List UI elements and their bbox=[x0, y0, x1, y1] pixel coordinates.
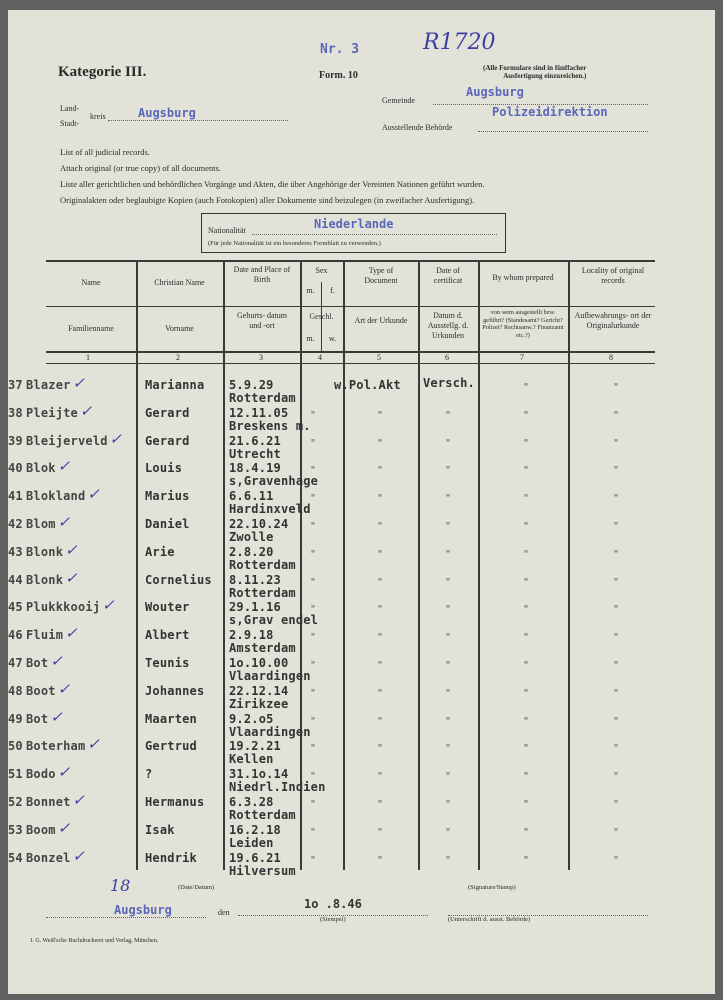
row-birth-date: 5.9.29 bbox=[229, 378, 274, 392]
row-surname: Fluim bbox=[26, 628, 64, 642]
ditto-mark: " bbox=[445, 521, 452, 532]
col-header-aufbewahrung: Aufbewahrungs- ort der Originalurkunde bbox=[574, 311, 652, 330]
row-birth-place: Rotterdam bbox=[229, 808, 296, 822]
row-christian-name: Gertrud bbox=[145, 739, 197, 753]
ditto-mark: " bbox=[613, 827, 620, 838]
ditto-mark: " bbox=[377, 521, 384, 532]
row-christian-name: Arie bbox=[145, 545, 175, 559]
ditto-mark: " bbox=[445, 688, 452, 699]
row-birth-date: 1o.10.00 bbox=[229, 656, 289, 670]
col-header-sex-m: m. bbox=[306, 286, 315, 295]
ditto-mark: " bbox=[445, 549, 452, 560]
ditto-mark: " bbox=[377, 632, 384, 643]
row-surname: Blazer bbox=[26, 378, 71, 392]
ditto-mark: " bbox=[523, 493, 530, 504]
ditto-mark: " bbox=[523, 549, 530, 560]
ditto-mark: " bbox=[310, 410, 317, 421]
first-row-type: w.Pol.Akt bbox=[334, 378, 401, 392]
printer-imprint: J. G. Weiß'sche Buchdruckerei und Verlag, München. bbox=[30, 938, 159, 944]
ditto-mark: " bbox=[445, 438, 452, 449]
ditto-mark: " bbox=[613, 855, 620, 866]
check-mark-icon: ✓ bbox=[65, 624, 78, 642]
col-header-art: Art der Urkunde bbox=[354, 316, 408, 325]
col-number: 4 bbox=[318, 353, 322, 362]
row-christian-name: Wouter bbox=[145, 600, 190, 614]
ditto-mark: " bbox=[445, 410, 452, 421]
row-birth-date: 18.4.19 bbox=[229, 461, 281, 475]
ditto-mark: " bbox=[523, 382, 530, 393]
row-christian-name: Louis bbox=[145, 461, 183, 475]
ditto-mark: " bbox=[445, 827, 452, 838]
check-mark-icon: ✓ bbox=[50, 652, 63, 670]
ditto-mark: " bbox=[377, 465, 384, 476]
col-number: 3 bbox=[259, 353, 263, 362]
row-birth-date: 22.10.24 bbox=[229, 517, 289, 531]
ditto-mark: " bbox=[523, 438, 530, 449]
ditto-mark: " bbox=[377, 438, 384, 449]
row-surname: Bonzel bbox=[26, 851, 71, 865]
footer-den: den bbox=[218, 908, 230, 917]
row-christian-name: Albert bbox=[145, 628, 190, 642]
row-birth-date: 19.2.21 bbox=[229, 739, 281, 753]
col-number: 6 bbox=[445, 353, 449, 362]
row-christian-name: Hendrik bbox=[145, 851, 197, 865]
ditto-mark: " bbox=[523, 521, 530, 532]
ditto-mark: " bbox=[523, 716, 530, 727]
row-surname: Blok bbox=[26, 461, 56, 475]
instruction-line: List of all judicial records. bbox=[60, 147, 150, 157]
row-birth-place: Leiden bbox=[229, 836, 274, 850]
land-label: Land- bbox=[60, 104, 80, 113]
col-header-christian: Christian Name bbox=[154, 278, 205, 287]
ditto-mark: " bbox=[310, 521, 317, 532]
row-surname: Blokland bbox=[26, 489, 86, 503]
row-christian-name: Gerard bbox=[145, 406, 190, 420]
ditto-mark: " bbox=[445, 743, 452, 754]
ditto-mark: " bbox=[310, 799, 317, 810]
kreis-value: Augsburg bbox=[138, 106, 196, 120]
ditto-mark: " bbox=[377, 549, 384, 560]
row-surname: Bot bbox=[26, 656, 49, 670]
col-header-prepared: By whom prepared bbox=[492, 273, 554, 282]
row-christian-name: ? bbox=[145, 767, 153, 781]
submission-note-line1: (Alle Formulare sind in fünffacher bbox=[483, 64, 587, 72]
ditto-mark: " bbox=[523, 743, 530, 754]
row-surname: Bodo bbox=[26, 767, 56, 781]
gemeinde-value: Augsburg bbox=[466, 85, 524, 99]
col-number: 7 bbox=[520, 353, 524, 362]
row-christian-name: Maarten bbox=[145, 712, 197, 726]
ditto-mark: " bbox=[310, 716, 317, 727]
date-label: (Date/Datum) bbox=[178, 884, 215, 891]
form-label: Form. 10 bbox=[319, 70, 358, 81]
col-divider bbox=[343, 260, 345, 870]
ditto-mark: " bbox=[310, 465, 317, 476]
row-christian-name: Johannes bbox=[145, 684, 205, 698]
row-birth-place: Zirikzee bbox=[229, 697, 289, 711]
check-mark-icon: ✓ bbox=[57, 819, 71, 837]
nationality-line bbox=[252, 234, 497, 235]
ditto-mark: " bbox=[310, 577, 317, 588]
instruction-line: Originalakten oder beglaubigte Kopien (auch Fotokopien) aller Dokumente sind beizulegen (in zweifacher Ausfertigung). bbox=[60, 195, 475, 205]
check-mark-icon: ✓ bbox=[72, 847, 85, 865]
row-birth-place: Breskens m. bbox=[229, 419, 311, 433]
col-divider bbox=[418, 260, 420, 870]
row-birth-date: 22.12.14 bbox=[229, 684, 289, 698]
check-mark-icon: ✓ bbox=[65, 541, 78, 559]
nationality-box bbox=[201, 213, 506, 253]
ditto-mark: " bbox=[445, 771, 452, 782]
row-number: 44 bbox=[8, 573, 23, 587]
instruction-line: Attach original (or true copy) of all documents. bbox=[60, 163, 221, 173]
col-header-familienname: Familienname bbox=[68, 324, 114, 333]
ditto-mark: " bbox=[613, 632, 620, 643]
col-divider bbox=[568, 260, 570, 870]
check-mark-icon: ✓ bbox=[79, 402, 93, 420]
behoerde-line bbox=[478, 131, 648, 132]
ditto-mark: " bbox=[613, 771, 620, 782]
check-mark-icon: ✓ bbox=[57, 680, 71, 698]
row-birth-date: 6.6.11 bbox=[229, 489, 274, 503]
check-mark-icon: ✓ bbox=[57, 457, 71, 475]
ditto-mark: " bbox=[613, 577, 620, 588]
col-header-type: Type of Document bbox=[364, 266, 398, 285]
ditto-mark: " bbox=[377, 743, 384, 754]
col-header-sex: Sex bbox=[315, 266, 328, 275]
ditto-mark: " bbox=[310, 493, 317, 504]
col-header-datum: Datum d. Ausstellg. d. Urkunden bbox=[427, 311, 469, 340]
ditto-mark: " bbox=[445, 855, 452, 866]
stadt-label: Stadt- bbox=[60, 119, 80, 128]
ditto-mark: " bbox=[445, 660, 452, 671]
row-surname: Bleijerveld bbox=[26, 434, 108, 448]
ditto-mark: " bbox=[445, 604, 452, 615]
col-number: 1 bbox=[86, 353, 90, 362]
row-number: 52 bbox=[8, 795, 23, 809]
instructions bbox=[60, 144, 484, 208]
ditto-mark: " bbox=[523, 827, 530, 838]
check-mark-icon: ✓ bbox=[87, 485, 100, 503]
ditto-mark: " bbox=[613, 410, 620, 421]
row-surname: Boterham bbox=[26, 739, 86, 753]
row-birth-date: 29.1.16 bbox=[229, 600, 281, 614]
row-birth-date: 9.2.o5 bbox=[229, 712, 274, 726]
nationality-note: (Für jede Nationalität ist ein besonderes Formblatt zu verwenden.) bbox=[208, 240, 381, 247]
col-header-geschl: Geschl. bbox=[309, 312, 334, 321]
ditto-mark: " bbox=[310, 743, 317, 754]
check-mark-icon: ✓ bbox=[72, 791, 85, 809]
col-number: 8 bbox=[609, 353, 613, 362]
ditto-mark: " bbox=[310, 688, 317, 699]
row-birth-date: 12.11.05 bbox=[229, 406, 289, 420]
row-birth-date: 31.1o.14 bbox=[229, 767, 289, 781]
row-birth-date: 2.9.18 bbox=[229, 628, 274, 642]
gemeinde-label: Gemeinde bbox=[382, 96, 415, 105]
ditto-mark: " bbox=[310, 660, 317, 671]
footer-city: Augsburg bbox=[114, 903, 172, 917]
row-birth-place: Kellen bbox=[229, 752, 274, 766]
check-mark-icon: ✓ bbox=[57, 513, 71, 531]
row-surname: Blonk bbox=[26, 545, 64, 559]
ditto-mark: " bbox=[377, 827, 384, 838]
check-mark-icon: ✓ bbox=[109, 430, 122, 448]
document-page bbox=[8, 10, 715, 994]
ditto-mark: " bbox=[523, 855, 530, 866]
behoerde-label: Ausstellende Behörde bbox=[382, 123, 453, 132]
ditto-mark: " bbox=[445, 799, 452, 810]
ditto-mark: " bbox=[377, 660, 384, 671]
ditto-mark: " bbox=[613, 660, 620, 671]
submission-note-line2: Ausfertigung einzureichen.) bbox=[503, 72, 587, 80]
col-header-geburt: Geburts- datum und -ort bbox=[237, 311, 287, 330]
ditto-mark: " bbox=[310, 438, 317, 449]
ditto-mark: " bbox=[613, 493, 620, 504]
ditto-mark: " bbox=[613, 465, 620, 476]
ditto-mark: " bbox=[377, 771, 384, 782]
col-header-name: Name bbox=[81, 278, 101, 287]
row-birth-place: s,Grav endel bbox=[229, 613, 319, 627]
submission-note bbox=[483, 64, 586, 80]
ditto-mark: " bbox=[613, 716, 620, 727]
ditto-mark: " bbox=[445, 632, 452, 643]
row-surname: Boot bbox=[26, 684, 56, 698]
ditto-mark: " bbox=[613, 382, 620, 393]
ditto-mark: " bbox=[310, 549, 317, 560]
check-mark-icon: ✓ bbox=[72, 374, 85, 392]
row-christian-name: Daniel bbox=[145, 517, 190, 531]
row-number: 38 bbox=[8, 406, 23, 420]
row-birth-place: Rotterdam bbox=[229, 558, 296, 572]
ditto-mark: " bbox=[613, 438, 620, 449]
col-divider bbox=[223, 260, 225, 870]
row-birth-place: Rotterdam bbox=[229, 586, 296, 600]
row-birth-place: Hilversum bbox=[229, 864, 296, 878]
row-christian-name: Hermanus bbox=[145, 795, 205, 809]
row-number: 54 bbox=[8, 851, 23, 865]
ditto-mark: " bbox=[445, 465, 452, 476]
check-mark-icon: ✓ bbox=[102, 596, 115, 614]
row-number: 46 bbox=[8, 628, 23, 642]
row-surname: Blom bbox=[26, 517, 56, 531]
col-header-geschl-w: w. bbox=[328, 334, 337, 343]
col-header-birth: Date and Place of Birth bbox=[233, 265, 291, 284]
row-christian-name: Teunis bbox=[145, 656, 190, 670]
row-number: 47 bbox=[8, 656, 23, 670]
ditto-mark: " bbox=[523, 577, 530, 588]
row-christian-name: Marius bbox=[145, 489, 190, 503]
row-birth-place: Vlaardingen bbox=[229, 669, 311, 683]
ditto-mark: " bbox=[523, 604, 530, 615]
row-surname: Blonk bbox=[26, 573, 64, 587]
row-christian-name: Gerard bbox=[145, 434, 190, 448]
row-surname: Bot bbox=[26, 712, 49, 726]
ditto-mark: " bbox=[445, 716, 452, 727]
stempel-label: (Stempel) bbox=[320, 916, 346, 923]
row-birth-date: 16.2.18 bbox=[229, 823, 281, 837]
row-birth-place: Niedrl.Indien bbox=[229, 780, 326, 794]
row-birth-place: Hardinxveld bbox=[229, 502, 311, 516]
unterschrift-label: (Unterschrift d. ausst. Behörde) bbox=[448, 916, 531, 923]
ditto-mark: " bbox=[377, 604, 384, 615]
signature-label: (Signature/Stamp) bbox=[468, 884, 516, 891]
margin-note: 18 bbox=[110, 876, 131, 895]
nationality-label: Nationalität bbox=[208, 226, 246, 235]
check-mark-icon: ✓ bbox=[65, 569, 78, 587]
row-birth-place: Rotterdam bbox=[229, 391, 296, 405]
ditto-mark: " bbox=[310, 771, 317, 782]
kreis-line bbox=[108, 120, 288, 121]
ditto-mark: " bbox=[445, 577, 452, 588]
ditto-mark: " bbox=[377, 716, 384, 727]
ditto-mark: " bbox=[613, 688, 620, 699]
behoerde-value: Polizeidirektion bbox=[492, 105, 608, 119]
col-number: 5 bbox=[377, 353, 381, 362]
ditto-mark: " bbox=[523, 771, 530, 782]
check-mark-icon: ✓ bbox=[87, 735, 100, 753]
form-number: Nr. 3 bbox=[320, 42, 360, 57]
row-surname: Boom bbox=[26, 823, 56, 837]
row-birth-place: Amsterdam bbox=[229, 641, 296, 655]
row-christian-name: Isak bbox=[145, 823, 175, 837]
ditto-mark: " bbox=[377, 855, 384, 866]
first-row-date: Versch. bbox=[423, 376, 475, 390]
row-birth-place: Utrecht bbox=[229, 447, 281, 461]
ditto-mark: " bbox=[613, 521, 620, 532]
ditto-mark: " bbox=[377, 493, 384, 504]
ditto-mark: " bbox=[377, 688, 384, 699]
ditto-mark: " bbox=[523, 410, 530, 421]
kreis-label: kreis bbox=[90, 112, 106, 121]
check-mark-icon: ✓ bbox=[50, 708, 63, 726]
ditto-mark: " bbox=[523, 632, 530, 643]
row-birth-place: Zwolle bbox=[229, 530, 274, 544]
row-number: 41 bbox=[8, 489, 23, 503]
ditto-mark: " bbox=[613, 799, 620, 810]
row-birth-date: 21.6.21 bbox=[229, 434, 281, 448]
row-christian-name: Cornelius bbox=[145, 573, 212, 587]
handwritten-reference: R1720 bbox=[423, 30, 496, 55]
col-header-locality: Locality of original records bbox=[581, 266, 645, 285]
row-number: 43 bbox=[8, 545, 23, 559]
ditto-mark: " bbox=[377, 410, 384, 421]
ditto-mark: " bbox=[613, 743, 620, 754]
row-birth-date: 6.3.28 bbox=[229, 795, 274, 809]
ditto-mark: " bbox=[377, 799, 384, 810]
instruction-line: Liste aller gerichtlichen und behördlichen Vorgänge und Akten, die über Angehörige der Vereinten Nationen geführt wurden. bbox=[60, 179, 485, 189]
ditto-mark: " bbox=[523, 660, 530, 671]
row-number: 37 bbox=[8, 378, 23, 392]
row-birth-date: 2.8.20 bbox=[229, 545, 274, 559]
col-header-geschl-m: m. bbox=[306, 334, 315, 343]
col-header-vorname: Vorname bbox=[165, 324, 194, 333]
col-divider bbox=[136, 260, 138, 870]
row-number: 40 bbox=[8, 461, 23, 475]
ditto-mark: " bbox=[445, 493, 452, 504]
col-divider bbox=[300, 260, 302, 870]
row-number: 45 bbox=[8, 600, 23, 614]
col-number: 2 bbox=[176, 353, 180, 362]
ditto-mark: " bbox=[613, 549, 620, 560]
row-birth-place: Vlaardingen bbox=[229, 725, 311, 739]
col-header-date-cert: Date of certificat bbox=[433, 266, 463, 285]
ditto-mark: " bbox=[613, 604, 620, 615]
row-surname: Pleijte bbox=[26, 406, 78, 420]
footer-city-line bbox=[46, 917, 206, 918]
row-number: 51 bbox=[8, 767, 23, 781]
check-mark-icon: ✓ bbox=[57, 763, 71, 781]
ditto-mark: " bbox=[523, 465, 530, 476]
nationality-value: Niederlande bbox=[314, 217, 394, 231]
row-birth-place: s,Gravenhage bbox=[229, 474, 319, 488]
row-surname: Bonnet bbox=[26, 795, 71, 809]
footer-date: 1o .8.46 bbox=[304, 897, 362, 911]
row-number: 49 bbox=[8, 712, 23, 726]
ditto-mark: " bbox=[310, 827, 317, 838]
row-number: 48 bbox=[8, 684, 23, 698]
row-birth-date: 8.11.23 bbox=[229, 573, 281, 587]
col-divider bbox=[478, 260, 480, 870]
ditto-mark: " bbox=[310, 632, 317, 643]
row-number: 53 bbox=[8, 823, 23, 837]
ditto-mark: " bbox=[523, 799, 530, 810]
row-number: 50 bbox=[8, 739, 23, 753]
col-header-sex-f: f. bbox=[330, 286, 335, 295]
row-number: 42 bbox=[8, 517, 23, 531]
row-birth-date: 19.6.21 bbox=[229, 851, 281, 865]
kategorie-title: Kategorie III. bbox=[58, 64, 147, 80]
row-surname: Plukkkooij bbox=[26, 600, 101, 614]
ditto-mark: " bbox=[523, 688, 530, 699]
row-number: 39 bbox=[8, 434, 23, 448]
ditto-mark: " bbox=[310, 604, 317, 615]
col-header-von-wem: von wem ausgestellt bzw. geführt? (Standesamt? Gericht? Polizei? Rechtsanw.? Finanzamt etc.?) bbox=[482, 309, 564, 339]
ditto-mark: " bbox=[377, 577, 384, 588]
ditto-mark: " bbox=[310, 855, 317, 866]
row-christian-name: Marianna bbox=[145, 378, 205, 392]
